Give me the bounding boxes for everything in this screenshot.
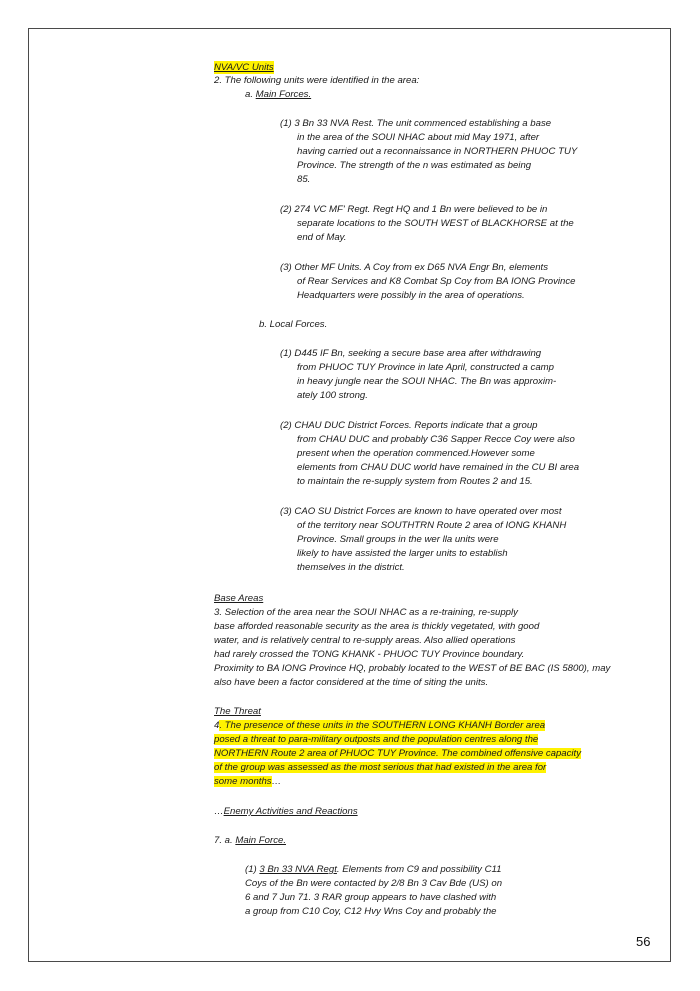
threat-heading: The Threat [214,706,261,717]
item-7-1-line: a group from C10 Coy, C12 Hvy Wns Coy and probably the [245,906,497,917]
enemy-activities-title: Enemy Activities and Reactions [223,806,358,817]
paragraph-4-line [214,719,545,732]
item-b2-line: (2) CHAU DUC District Forces. Reports indicate that a group [280,420,538,431]
paragraph-4-line [214,747,581,760]
subsection-a-prefix: a. [245,89,256,100]
item-b1-line: ately 100 strong. [297,390,368,401]
item-a2-line: end of May. [297,232,347,243]
paragraph-4-line [214,733,538,746]
item-7-1-line [245,863,502,876]
paragraph-3-line: also have been a factor considered at the time of siting the units. [214,677,489,688]
paragraph-4-highlight: posed a threat to para-military outposts and the population centres along the [214,734,539,745]
item-b3-line: Province. Small groups in the wer lla units were [297,534,499,545]
ellipsis: … [271,776,282,787]
paragraph-3-line: water, and is relatively central to re-supply areas. Also allied operations [214,635,516,646]
item-a1-line: 85. [297,174,311,185]
item-7-1-line: 6 and 7 Jun 71. 3 RAR group appears to have clashed with [245,892,497,903]
paragraph-3-line: 3. Selection of the area near the SOUI NHAC as a re-training, re-supply [214,607,518,618]
item-b3-line: of the territory near SOUTHTRN Route 2 area of IONG KHANH [297,520,567,531]
item-a1-line: having carried out a reconnaissance in NORTHERN PHUOC TUY [297,146,578,157]
item-7-1-line: Coys of the Bn were contacted by 2/8 Bn 3 Cav Bde (US) on [245,878,503,889]
paragraph-4-line [214,775,281,788]
item-b1-line: (1) D445 IF Bn, seeking a secure base area after withdrawing [280,348,542,359]
item-b2-line: from CHAU DUC and probably C36 Sapper Recce Coy were also [297,434,575,445]
paragraph-4-line [214,761,546,774]
base-areas-heading: Base Areas [214,593,264,604]
item-a1-line: (1) 3 Bn 33 NVA Rest. The unit commenced establishing a base [280,118,552,129]
subsection-a-heading [245,88,311,101]
item-b2-line: elements from CHAU DUC world have remained in the CU BI area [297,462,580,473]
paragraph-4-highlight: of the group was assessed as the most serious that had existed in the area for [214,762,547,773]
enemy-activities-heading [214,805,358,818]
item-b1-line: in heavy jungle near the SOUI NHAC. The Bn was approxim- [297,376,557,387]
paragraph-3-line: base afforded reasonable security as the area is thickly vegetated, with good [214,621,540,632]
paragraph-3-line: had rarely crossed the TONG KHANK - PHUOC TUY Province boundary. [214,649,525,660]
main-forces-heading: Main Forces. [255,89,312,100]
paragraph-3-line: Proximity to BA IONG Province HQ, probably located to the WEST of BE BAC (IS 5800), may [214,663,611,674]
item-b2-line: to maintain the re-supply system from Routes 2 and 15. [297,476,533,487]
item-b2-line: present when the operation commenced.However some [297,448,535,459]
paragraph-4-highlight: NORTHERN Route 2 area of PHUOC TUY Province. The combined offensive capacity [214,748,582,759]
item-a1-line: Province. The strength of the n was estimated as being [297,160,532,171]
ellipsis: … [214,806,224,817]
paragraph-4-number: 4 [214,720,220,731]
item-b1-line: from PHUOC TUY Province in late April, constructed a camp [297,362,554,373]
paragraph-4-highlight: some months [214,776,272,787]
item-a3-line: (3) Other MF Units. A Coy from ex D65 NVA Engr Bn, elements [280,262,549,273]
item-7-1-text: . Elements from C9 and possibility C11 [336,864,502,875]
item-b3-line: themselves in the district. [297,562,405,573]
item-a1-line: in the area of the SOUI NHAC about mid May 1971, after [297,132,540,143]
item-7-1-prefix: (1) [245,864,260,875]
item-a2-line: (2) 274 VC MF' Regt. Regt HQ and 1 Bn were believed to be in [280,204,548,215]
item-a3-line: Headquarters were possibly in the area of operations. [297,290,525,301]
item-a3-line: of Rear Services and K8 Combat Sp Coy from BA IONG Province [297,276,576,287]
paragraph-4-highlight: . The presence of these units in the SOUTHERN LONG KHANH Border area [219,720,546,731]
paragraph-2-intro: 2. The following units were identified in the area: [214,75,420,86]
item-a2-line: separate locations to the SOUTH WEST of BLACKHORSE at the [297,218,574,229]
units-heading: NVA/VC Units [214,62,274,73]
page-number: 56 [636,934,651,949]
paragraph-7-heading [214,834,286,847]
paragraph-7-prefix: 7. a. [214,835,236,846]
item-b3-line: likely to have assisted the larger units to establish [297,548,508,559]
unit-name: 3 Bn 33 NVA Regt [259,864,337,875]
subsection-b-heading: b. Local Forces. [259,319,328,330]
item-b3-line: (3) CAO SU District Forces are known to have operated over most [280,506,562,517]
main-force-heading: Main Force. [235,835,286,846]
